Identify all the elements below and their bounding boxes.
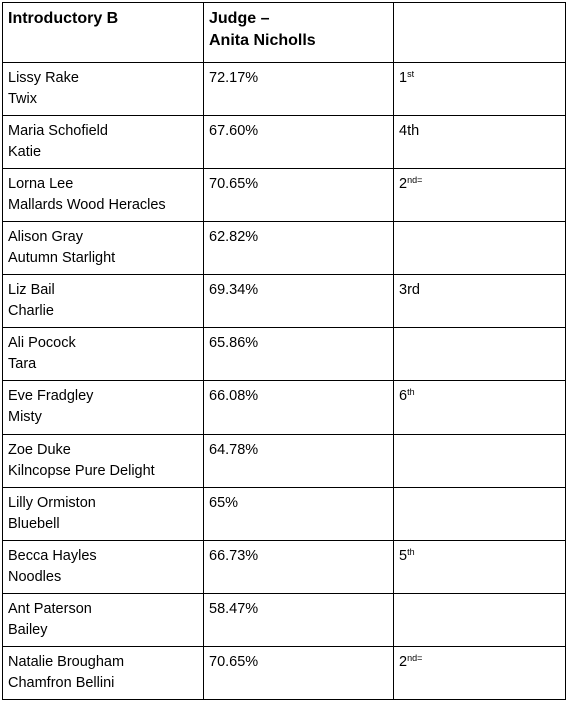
table-row <box>3 116 566 169</box>
rider-name: Ant Paterson <box>8 600 92 617</box>
class-name-header: Introductory B <box>3 3 204 63</box>
score-cell <box>204 381 394 434</box>
rider-name: Natalie Brougham <box>8 653 125 670</box>
score-cell <box>204 222 394 275</box>
entry-cell <box>3 593 204 646</box>
horse-name: Misty <box>8 409 42 426</box>
score-value: 67.60% <box>209 123 259 140</box>
table-row <box>3 222 566 275</box>
place-cell <box>394 275 566 328</box>
place-cell <box>394 328 566 381</box>
horse-name: Bailey <box>8 621 48 638</box>
place-suffix: th <box>407 387 415 398</box>
entry-cell <box>3 434 204 487</box>
entry-cell <box>3 487 204 540</box>
place-cell <box>394 540 566 593</box>
rider-name: Lissy Rake <box>8 70 79 86</box>
header-row <box>3 3 566 63</box>
score-value: 65% <box>209 494 239 511</box>
place-value: 3rd <box>399 282 420 299</box>
score-value: 72.17% <box>209 70 259 86</box>
table-row <box>3 434 566 487</box>
rider-name: Maria Schofield <box>8 123 108 140</box>
place-cell <box>394 487 566 540</box>
table-row <box>3 646 566 699</box>
place-suffix: st <box>407 69 415 79</box>
entry-cell <box>3 328 204 381</box>
horse-name: Charlie <box>8 303 54 320</box>
score-cell <box>204 169 394 222</box>
score-cell <box>204 328 394 381</box>
table-row <box>3 487 566 540</box>
score-cell <box>204 540 394 593</box>
table-row <box>3 381 566 434</box>
score-value: 64.78% <box>209 441 259 458</box>
entry-cell <box>3 646 204 699</box>
score-cell <box>204 275 394 328</box>
place-value: 5 <box>399 547 408 564</box>
horse-name: Noodles <box>8 568 62 585</box>
place-value: 4th <box>399 123 420 140</box>
rider-name: Eve Fradgley <box>8 388 94 405</box>
score-cell <box>204 116 394 169</box>
horse-name: Kilncopse Pure Delight <box>8 462 155 479</box>
place-header <box>394 3 566 63</box>
score-value: 65.86% <box>209 335 259 352</box>
rider-name: Lorna Lee <box>8 176 74 193</box>
rider-name: Lilly Ormiston <box>8 494 96 511</box>
entry-cell <box>3 540 204 593</box>
place-cell <box>394 169 566 222</box>
place-cell <box>394 63 566 116</box>
score-value: 69.34% <box>209 282 259 299</box>
place-cell <box>394 646 566 699</box>
table-row <box>3 593 566 646</box>
horse-name: Bluebell <box>8 515 60 532</box>
score-cell <box>204 487 394 540</box>
score-cell <box>204 434 394 487</box>
score-value: 66.08% <box>209 388 259 405</box>
place-cell <box>394 381 566 434</box>
place-value: 2 <box>399 653 408 670</box>
entry-cell <box>3 169 204 222</box>
horse-name: Twix <box>8 91 37 107</box>
score-value: 58.47% <box>209 600 259 617</box>
entry-cell <box>3 381 204 434</box>
place-cell <box>394 222 566 275</box>
horse-name: Autumn Starlight <box>8 250 116 267</box>
rider-name: Ali Pocock <box>8 335 76 352</box>
entry-cell <box>3 63 204 116</box>
table-row <box>3 328 566 381</box>
score-cell <box>204 646 394 699</box>
judge-header: Judge – Anita Nicholls <box>204 3 394 63</box>
score-value: 62.82% <box>209 229 259 246</box>
entry-cell <box>3 116 204 169</box>
place-value: 1 <box>399 70 408 86</box>
horse-name: Chamfron Bellini <box>8 674 115 691</box>
place-cell <box>394 434 566 487</box>
horse-name: Tara <box>8 356 37 373</box>
rider-name: Zoe Duke <box>8 441 71 458</box>
score-value: 70.65% <box>209 653 259 670</box>
entry-cell <box>3 275 204 328</box>
place-suffix: nd= <box>407 652 423 663</box>
score-cell <box>204 63 394 116</box>
score-value: 66.73% <box>209 547 259 564</box>
horse-name: Mallards Wood Heracles <box>8 197 166 214</box>
rider-name: Becca Hayles <box>8 547 97 564</box>
rider-name: Liz Bail <box>8 282 55 299</box>
table-row <box>3 275 566 328</box>
place-value: 6 <box>399 388 408 405</box>
place-suffix: nd= <box>407 175 423 186</box>
results-table <box>2 2 566 700</box>
place-suffix: th <box>407 546 415 557</box>
place-value: 2 <box>399 176 408 193</box>
entry-cell <box>3 222 204 275</box>
horse-name: Katie <box>8 144 42 161</box>
score-value: 70.65% <box>209 176 259 193</box>
table-row <box>3 169 566 222</box>
table-row <box>3 63 566 116</box>
place-cell <box>394 116 566 169</box>
place-cell <box>394 593 566 646</box>
score-cell <box>204 593 394 646</box>
rider-name: Alison Gray <box>8 229 83 246</box>
table-row <box>3 540 566 593</box>
